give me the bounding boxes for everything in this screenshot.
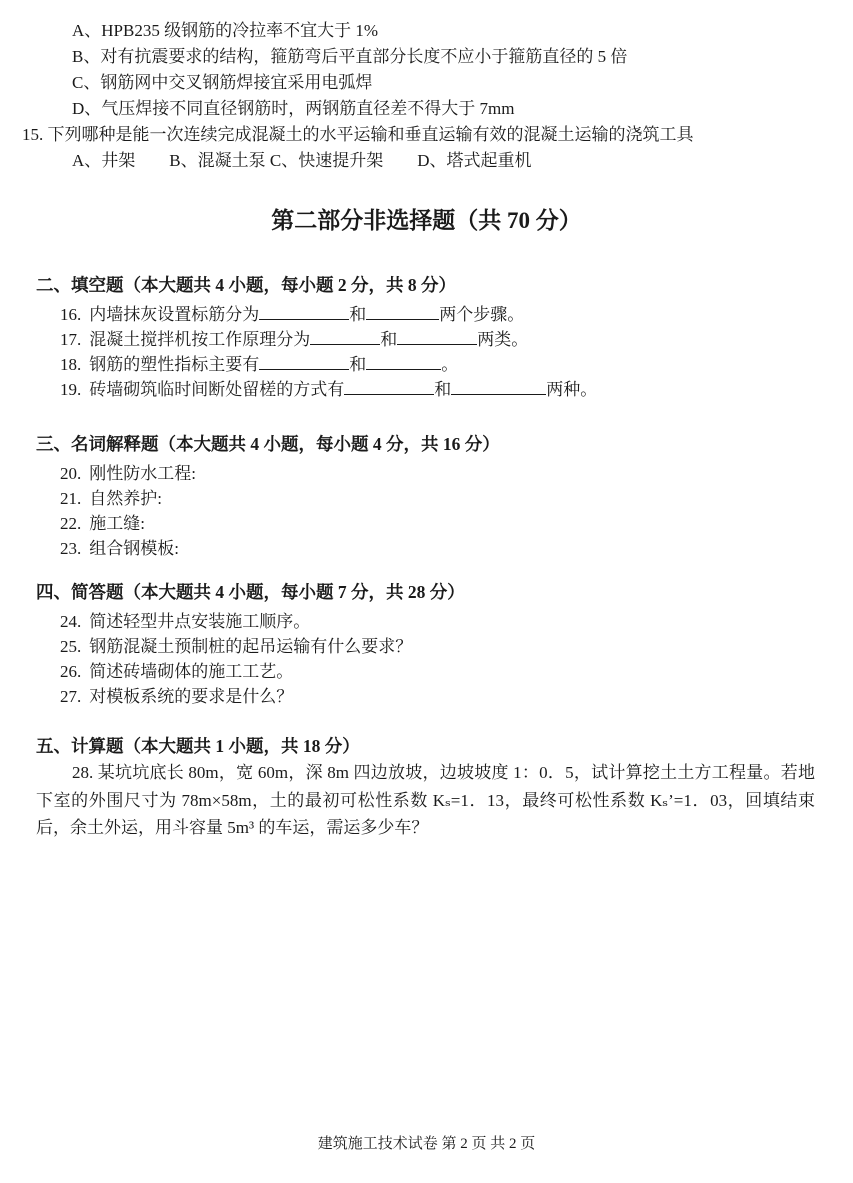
section-terms-title: 三、名词解释题（本大题共 4 小题，每小题 4 分，共 16 分） [36,434,500,454]
question-text: 和 [380,330,398,349]
question-number: 16. [60,305,82,324]
question-15-options: A、井架 B、混凝土泵 C、快速提升架 D、塔式起重机 [72,151,532,170]
short-question-25 [0,634,853,659]
blank-line [366,354,441,370]
option-line-d: D、气压焊接不同直径钢筋时，两钢筋直径差不得大于 7mm [72,99,515,118]
question-text: 混凝土搅拌机按工作原理分为 [85,330,311,349]
fill-question-18 [0,352,853,377]
blank-line [344,379,434,395]
question-number: 27. [60,687,82,706]
option-line-b: B、对有抗震要求的结构，箍筋弯后平直部分长度不应小于箍筋直径的 5 倍 [72,47,628,66]
question-text: 组合钢模板: [85,539,179,558]
question-15-stem [0,122,853,148]
section-calculation [0,733,853,842]
question-text: 两类。 [477,330,529,349]
question-number: 23. [60,539,82,558]
question-number: 22. [60,514,82,533]
question-text: 简述砖墙砌体的施工工艺。 [85,662,294,681]
question-number: 18. [60,355,82,374]
question-text: 简述轻型井点安装施工顺序。 [85,612,311,631]
question-text: 和 [349,355,367,374]
question-text: 两个步骤。 [439,305,525,324]
question-number: 25. [60,637,82,656]
fill-question-16 [0,302,853,327]
question-number: 20. [60,464,82,483]
question-text: 钢筋混凝土预制桩的起吊运输有什么要求？ [85,637,413,656]
option-line-c: C、钢筋网中交叉钢筋焊接宜采用电弧焊 [72,73,373,92]
blank-line [451,379,546,395]
question-text: 和 [349,305,367,324]
question-text: 内墙抹灰设置标筋分为 [85,305,260,324]
question-text: 刚性防水工程: [85,464,196,483]
question-number: 19. [60,380,82,399]
fill-question-19 [0,377,853,402]
term-question-20 [0,461,853,486]
section-fill-title: 二、填空题（本大题共 4 小题，每小题 2 分，共 8 分） [36,275,456,295]
question-text: 施工缝: [85,514,145,533]
question-text: 钢筋的塑性指标主要有 [85,355,260,374]
option-line-a: A、HPB235 级钢筋的冷拉率不宜大于 1% [72,21,379,40]
question-text: 。 [441,355,459,374]
section-fill-in-blank [0,272,853,402]
question-text: 对模板系统的要求是什么？ [85,687,294,706]
short-answer-items [0,609,853,709]
fill-items [0,302,853,402]
question-text: 和 [434,380,452,399]
blank-line [259,354,349,370]
question-15 [0,122,853,174]
blank-line [397,329,477,345]
section-term-definitions [0,431,853,561]
short-question-26 [0,659,853,684]
carryover-options-block [0,18,853,122]
short-question-24 [0,609,853,634]
question-text: 自然养护: [85,489,162,508]
question-number: 24. [60,612,82,631]
question-number: 21. [60,489,82,508]
section-calc-title: 五、计算题（本大题共 1 小题，共 18 分） [36,736,360,756]
question-number: 26. [60,662,82,681]
section-short-title: 四、简答题（本大题共 4 小题，每小题 7 分，共 28 分） [36,582,465,602]
section-short-answer [0,579,853,709]
calc-question-28: 28. 某坑坑底长 80m，宽 60m，深 8m 四边放坡，边坡坡度 1：0．5，试计算挖土土方工程量。若地下室的外围尺寸为 78m×58m，土的最初可松性系数 Kₛ=1．13，最终可松性系数 Kₛ’=1．03，回填结束后，余土外运，用斗容量 5m³ 的车运，需运多少车？ [36,763,815,837]
question-text: 下列哪种是能一次连续完成混凝土的水平运输和垂直运输有效的混凝土运输的浇筑工具 [43,125,694,144]
part2-title: 第二部分非选择题（共 70 分） [271,208,582,233]
question-text: 两种。 [546,380,598,399]
term-question-23 [0,536,853,561]
blank-line [310,329,380,345]
fill-question-17 [0,327,853,352]
page-footer: 建筑施工技术试卷 第 2 页 共 2 页 [317,1136,536,1152]
question-text: 砖墙砌筑临时间断处留槎的方式有 [85,380,345,399]
short-question-27 [0,684,853,709]
question-number: 15. [22,125,44,144]
term-question-22 [0,511,853,536]
terms-items [0,461,853,561]
term-question-21 [0,486,853,511]
blank-line [259,304,349,320]
question-number: 17. [60,330,82,349]
blank-line [366,304,439,320]
